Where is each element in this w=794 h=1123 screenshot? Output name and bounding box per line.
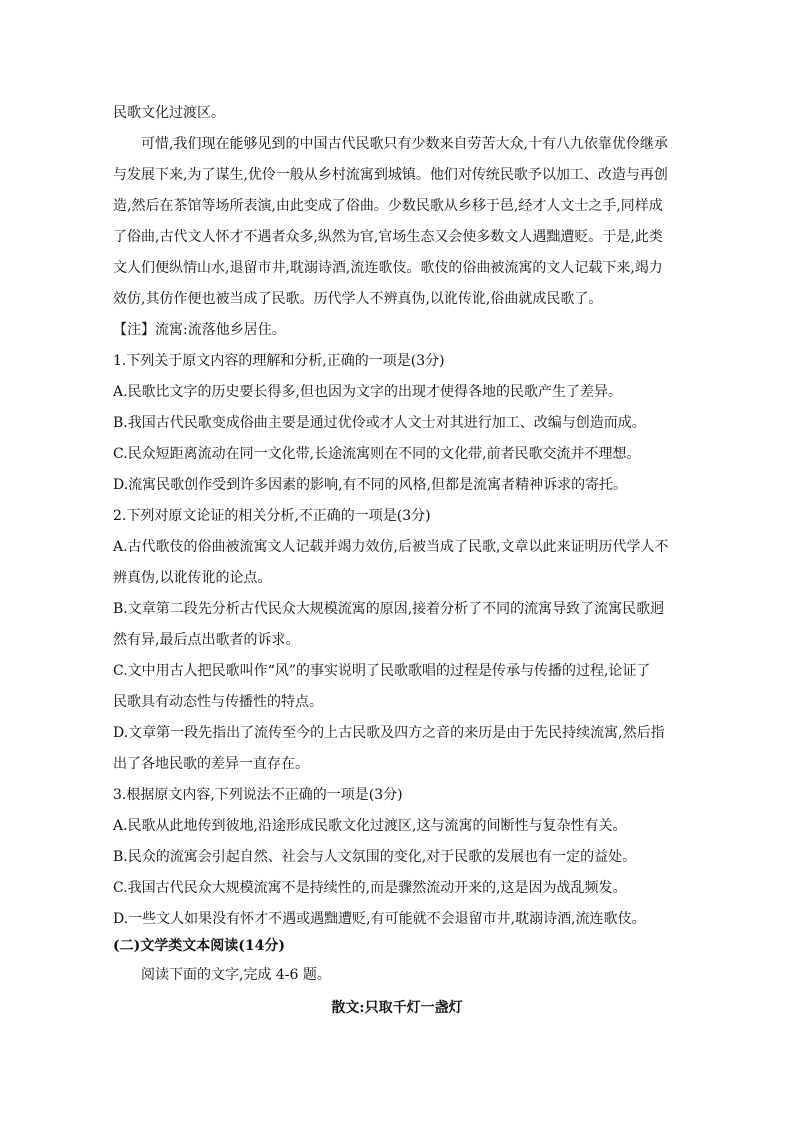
q2-option-c: C.文中用古人把民歌叫作“风”的事实说明了民歌歌唱的过程是传承与传播的过程,论证了 — [113, 663, 651, 679]
q3-option-a: A.民歌从此地传到彼地,沿途形成民歌文化过渡区,这与流寓的间断性与复杂性有关。 — [113, 818, 627, 834]
q2-option-b-cont: 然有异,最后点出歌者的诉求。 — [113, 632, 300, 648]
q2-option-d: D.文章第一段先指出了流传至今的上古民歌及四方之音的来历是由于先民持续流寓,然后指 — [113, 725, 665, 741]
q2-option-c-cont: 民歌具有动态性与传播性的特点。 — [113, 694, 323, 710]
paragraph-tail: 民歌文化过渡区。 — [113, 105, 225, 121]
q2-option-b: B.文章第二段先分析古代民众大规模流寓的原因,接着分析了不同的流寓导致了流寓民歌迥 — [113, 601, 665, 617]
q3-option-c: C.我国古代民众大规模流寓不是持续性的,而是骤然流动开来的,这是因为战乱频发。 — [113, 880, 627, 896]
paragraph-line: 效仿,其仿作便也被当成了民歌。历代学人不辨真伪,以讹传讹,俗曲就成民歌了。 — [113, 291, 603, 307]
q2-option-a: A.古代歌伎的俗曲被流寓文人记载并竭力效仿,后被当成了民歌,文章以此来证明历代学人不 — [113, 539, 669, 555]
question-3-stem: 3.根据原文内容,下列说法不正确的一项是(3分) — [113, 787, 403, 803]
paragraph-line: 了俗曲,古代文人怀才不遇者众多,纵然为官,官场生态又会使多数文人遇黜遭贬。于是,此类 — [113, 229, 663, 245]
q3-option-b: B.民众的流寓会引起自然、社会与人文氛围的变化,对于民歌的发展也有一定的益处。 — [113, 849, 637, 865]
paragraph-line: 文人们便纵情山水,退留市井,耽溺诗酒,流连歌伎。歌伎的俗曲被流寓的文人记载下来,竭力 — [113, 260, 663, 276]
q1-option-b: B.我国古代民歌变成俗曲主要是通过优伶或才人文士对其进行加工、改编与创造而成。 — [113, 415, 646, 431]
q2-option-a-cont: 辨真伪,以讹传讹的论点。 — [113, 570, 272, 586]
q2-option-d-cont: 出了各地民歌的差异一直存在。 — [113, 756, 309, 772]
section-instruction: 阅读下面的文字,完成 4-6 题。 — [141, 967, 331, 983]
paragraph-line: 造,然后在茶馆等场所表演,由此变成了俗曲。少数民歌从乡移于邑,经才人文士之手,同样成 — [113, 198, 663, 214]
q1-option-a: A.民歌比文字的历史要长得多,但也因为文字的出现才使得各地的民歌产生了差异。 — [113, 384, 623, 400]
paragraph-line: 可惜,我们现在能够见到的中国古代民歌只有少数来自劳苦大众,十有八九依靠优伶继承 — [141, 136, 668, 152]
q1-option-d: D.流寓民歌创作受到许多因素的影响,有不同的风格,但都是流寓者精神诉求的寄托。 — [113, 477, 628, 493]
q3-option-d: D.一些文人如果没有怀才不遇或遇黜遭贬,有可能就不会退留市井,耽溺诗酒,流连歌伎。 — [113, 911, 646, 927]
note: 【注】流寓:流落他乡居住。 — [113, 322, 286, 338]
section-heading: (二)文学类文本阅读(14分) — [113, 938, 285, 954]
q1-option-c: C.民众短距离流动在同一文化带,长途流寓则在不同的文化带,前者民歌交流并不理想。 — [113, 446, 641, 462]
paragraph-line: 与发展下来,为了谋生,优伶一般从乡村流寓到城镇。他们对传统民歌予以加工、改造与再创 — [113, 167, 668, 183]
question-1-stem: 1.下列关于原文内容的理解和分析,正确的一项是(3分) — [113, 353, 445, 369]
essay-title: 散文:只取千灯一盏灯 — [331, 1000, 463, 1016]
question-2-stem: 2.下列对原文论证的相关分析,不正确的一项是(3分) — [113, 508, 431, 524]
